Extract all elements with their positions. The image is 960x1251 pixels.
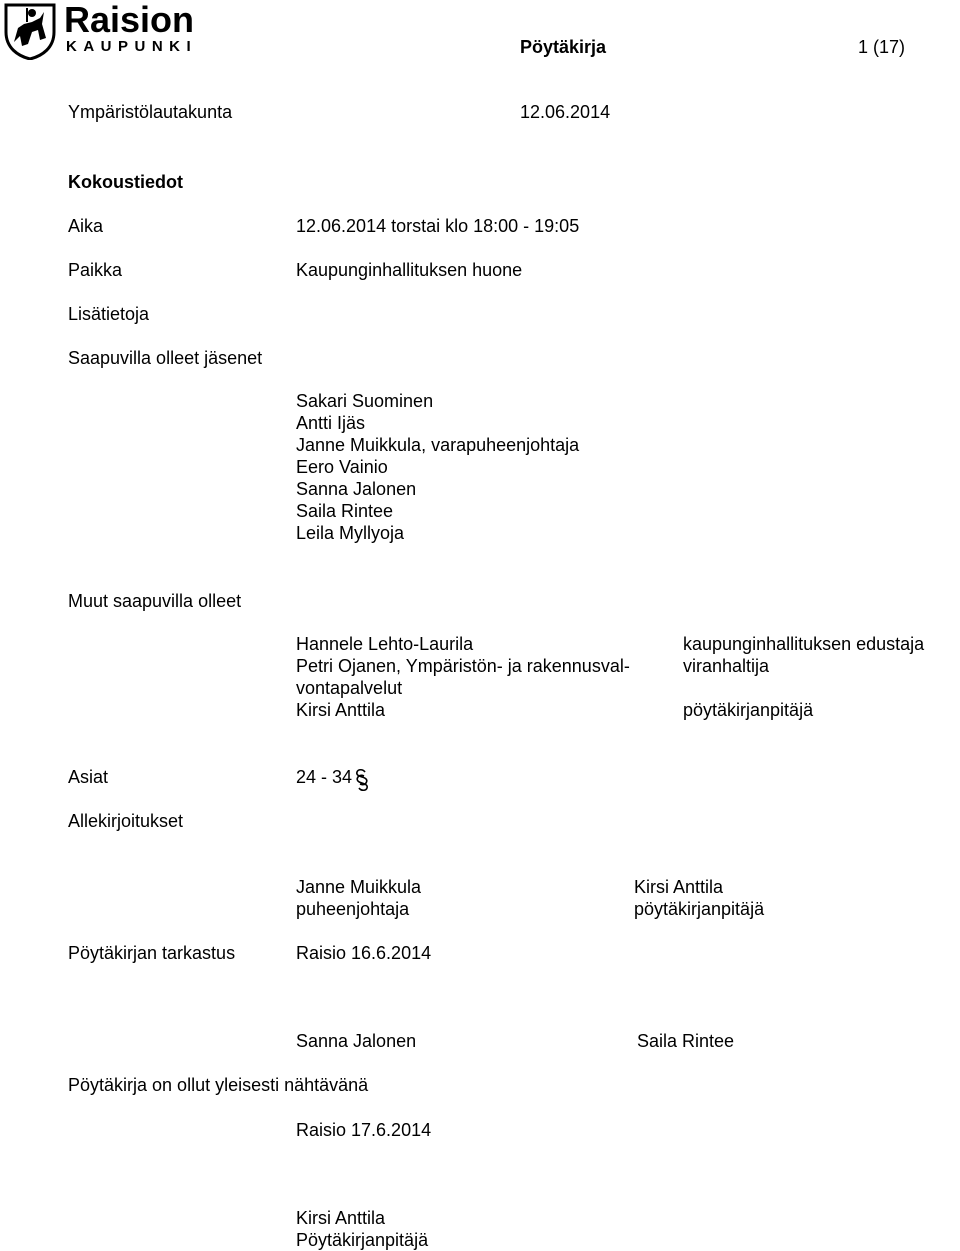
info-label: Lisätietoja [68, 304, 150, 324]
logo-subtitle: KAUPUNKI [66, 38, 198, 55]
reviewer-name: Sanna Jalonen [296, 1031, 417, 1051]
other-attendee-role: viranhaltija [683, 656, 770, 676]
other-attendee-role: kaupunginhallituksen edustaja [683, 634, 925, 654]
public-signer-name: Kirsi Anttila [296, 1208, 386, 1228]
members-label: Saapuvilla olleet jäsenet [68, 348, 263, 368]
committee-name: Ympäristölautakunta [68, 102, 233, 122]
public-value: Raisio 17.6.2014 [296, 1120, 432, 1140]
time-value: 12.06.2014 torstai klo 18:00 - 19:05 [296, 216, 580, 236]
meeting-date: 12.06.2014 [520, 102, 611, 122]
coat-of-arms-icon [2, 2, 58, 60]
member-name: Sanna Jalonen [296, 479, 417, 499]
review-label: Pöytäkirjan tarkastus [68, 943, 236, 963]
public-signer-role: Pöytäkirjanpitäjä [296, 1230, 429, 1250]
page-number: 1 (17) [858, 37, 906, 57]
reviewer-name: Saila Rintee [637, 1031, 735, 1051]
section-heading: Kokoustiedot [68, 172, 183, 192]
other-attendee-role: pöytäkirjanpitäjä [683, 700, 814, 720]
city-logo [2, 2, 222, 62]
time-label: Aika [68, 216, 104, 236]
member-name: Saila Rintee [296, 501, 394, 521]
logo-name: Raision [64, 0, 195, 40]
member-name: Leila Myllyoja [296, 523, 405, 543]
member-name: Janne Muikkula, varapuheenjohtaja [296, 435, 580, 455]
matters-value: 24 - 34 [296, 767, 353, 787]
section-sign-icon [353, 768, 371, 794]
other-attendee-name: Petri Ojanen, Ympäristön- ja rakennusval- [296, 656, 630, 676]
document-type: Pöytäkirja [520, 37, 607, 57]
signatures-label: Allekirjoitukset [68, 811, 184, 831]
other-attendee-name: Kirsi Anttila [296, 700, 386, 720]
review-value: Raisio 16.6.2014 [296, 943, 432, 963]
other-attendee-name-cont: vontapalvelut [296, 678, 403, 698]
other-attendee-name: Hannele Lehto-Laurila [296, 634, 474, 654]
matters-label: Asiat [68, 767, 109, 787]
signer-name: Kirsi Anttila [634, 877, 724, 897]
member-name: Sakari Suominen [296, 391, 434, 411]
place-label: Paikka [68, 260, 123, 280]
member-name: Eero Vainio [296, 457, 388, 477]
signer-name: Janne Muikkula [296, 877, 422, 897]
others-label: Muut saapuvilla olleet [68, 591, 242, 611]
signer-role: pöytäkirjanpitäjä [634, 899, 765, 919]
signer-role: puheenjohtaja [296, 899, 410, 919]
member-name: Antti Ijäs [296, 413, 366, 433]
place-value: Kaupunginhallituksen huone [296, 260, 523, 280]
public-label: Pöytäkirja on ollut yleisesti nähtävänä [68, 1075, 369, 1095]
